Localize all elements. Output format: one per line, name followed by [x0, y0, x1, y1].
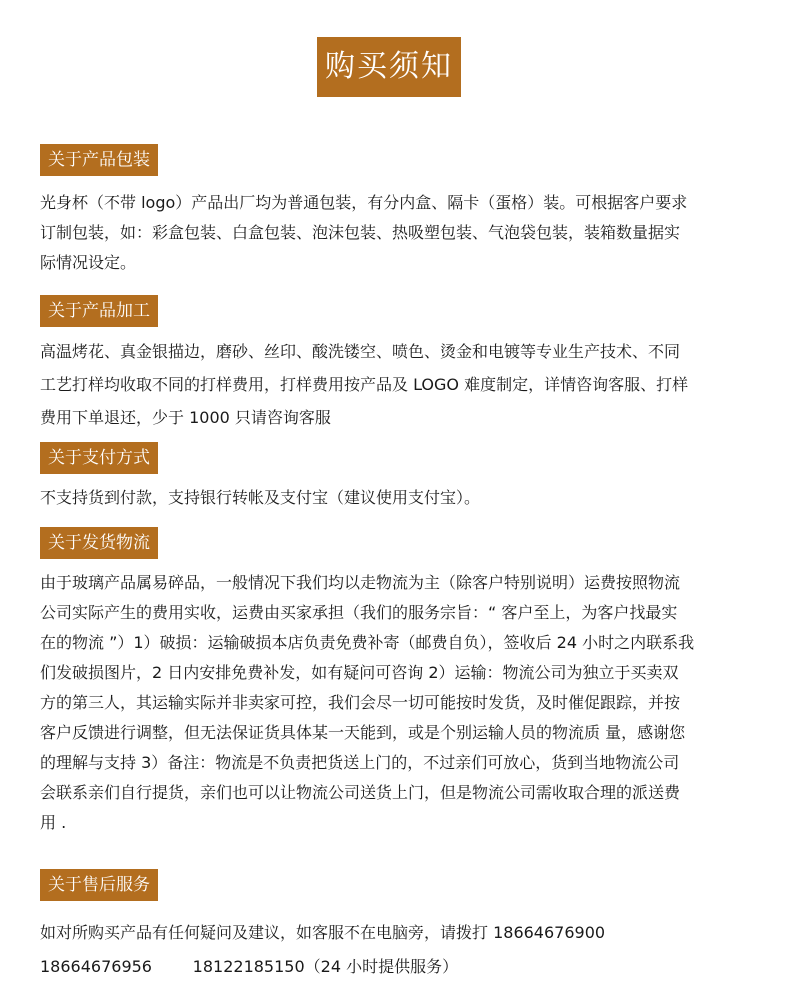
body-line: 订制包装，如：彩盒包装、白盒包装、泡沫包装、热吸塑包装、气泡袋包装，装箱数量据实 [40, 223, 681, 242]
body-line: 18664676956 18122185150（24 小时提供服务） [40, 957, 459, 976]
section-body-after-sales [40, 916, 792, 984]
section-body-payment [40, 483, 792, 513]
body-line: 由于玻璃产品属易碎品，一般情况下我们均以走物流为主（除客户特别说明）运费按照物流 [40, 573, 681, 592]
body-line: 公司实际产生的费用实收，运费由买家承担（我们的服务宗旨：“ 客户至上，为客户找最实 [40, 603, 678, 622]
body-line: 们发破损图片，2 日内安排免费补发，如有疑问可咨询 2）运输：物流公司为独立于买卖双 [40, 663, 679, 682]
body-line: 工艺打样均收取不同的打样费用，打样费用按产品及 LOGO 难度制定，详情咨询客服、打样 [40, 375, 689, 394]
section-label-packaging: 关于产品包装 [40, 144, 158, 176]
body-line: 际情况设定。 [40, 253, 137, 272]
body-line: 的理解与支持 3）备注：物流是不负责把货送上门的，不过亲们可放心，货到当地物流公司 [40, 753, 680, 772]
body-line: 如对所购买产品有任何疑问及建议，如客服不在电脑旁，请拨打 18664676900 [40, 923, 606, 942]
section-label-after-sales: 关于售后服务 [40, 869, 158, 901]
body-line: 在的物流 ”）1）破损：运输破损本店负责免费补寄（邮费自负），签收后 24 小时之内联系我 [40, 633, 695, 652]
section-body-processing [40, 335, 792, 434]
body-line: 客户反馈进行调整，但无法保证货具体某一天能到，或是个别运输人员的物流质 量，感谢您 [40, 723, 686, 742]
section-label-processing: 关于产品加工 [40, 295, 158, 327]
body-line: 光身杯（不带 logo）产品出厂均为普通包装，有分内盒、隔卡（蛋格）装。可根据客户要求 [40, 193, 688, 212]
body-line: 费用下单退还，少于 1000 只请咨询客服 [40, 408, 331, 427]
section-label-payment: 关于支付方式 [40, 442, 158, 474]
body-line: 不支持货到付款，支持银行转帐及支付宝（建议使用支付宝）。 [40, 488, 481, 507]
page-title: 购买须知 [317, 37, 461, 97]
body-line: 高温烤花、真金银描边，磨砂、丝印、酸洗镂空、喷色、烫金和电镀等专业生产技术、不同 [40, 342, 681, 361]
body-line: 会联系亲们自行提货，亲们也可以让物流公司送货上门，但是物流公司需收取合理的派送费 [40, 783, 681, 802]
section-label-shipping: 关于发货物流 [40, 527, 158, 559]
section-body-shipping [40, 568, 792, 838]
body-line: 用 . [40, 813, 67, 832]
section-body-packaging [40, 188, 792, 278]
body-line: 方的第三人，其运输实际并非卖家可控，我们会尽一切可能按时发货，及时催促跟踪，并按 [40, 693, 681, 712]
